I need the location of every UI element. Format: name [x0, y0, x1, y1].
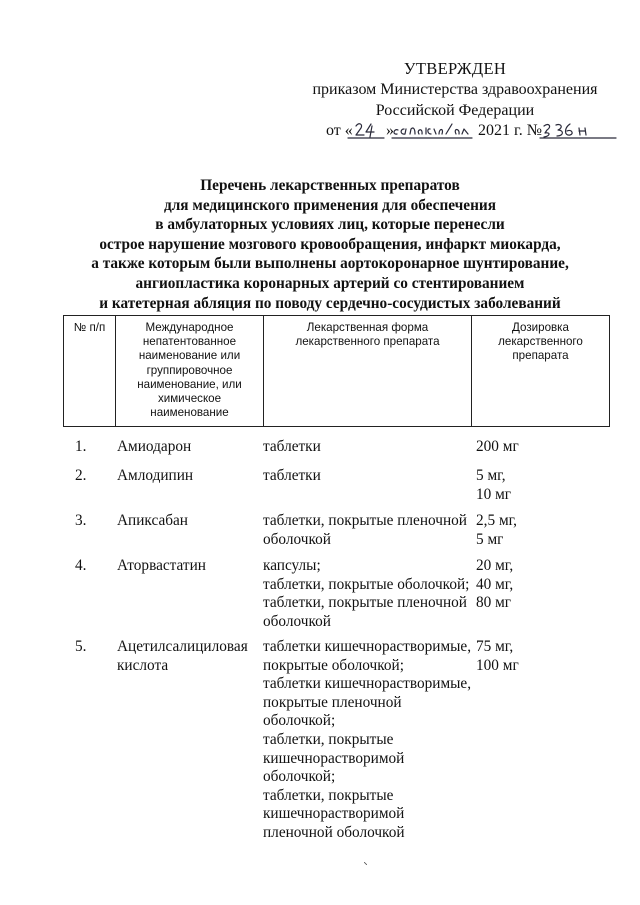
drug-name: Амиодарон	[117, 438, 192, 455]
dosage: 75 мг, 100 мг	[476, 638, 519, 674]
drug-name: Апиксабан	[117, 512, 188, 529]
date-quote-close: »	[386, 122, 394, 139]
header-dosage: Дозировка лекарственного препарата	[471, 316, 609, 426]
title-line: а также которым были выполнены аортокоронарное шунтирование,	[91, 255, 569, 273]
dosage-form: капсулы; таблетки, покрытые оболочкой; таблетки, покрытые пленочной оболочкой	[263, 557, 470, 630]
drug-name: Амлодипин	[117, 467, 194, 484]
dosage: 5 мг, 10 мг	[476, 467, 512, 503]
handwriting-overlay	[326, 116, 626, 150]
document-title	[60, 176, 600, 313]
dosage-form: таблетки кишечнорастворимые, покрытые оболочкой; таблетки кишечнорастворимые, покрытые пленочной оболочкой; таблетки, покрытые кишечнорастворимой оболочкой; таблетки, покрытые кишечнорастворимой пленочной оболочкой	[263, 638, 472, 841]
title-line: ангиопластика коронарных артерий со стентированием	[135, 274, 525, 292]
drug-name: Ацетилсалициловая кислота	[117, 638, 248, 674]
row-number: 5.	[75, 638, 87, 655]
dosage-form: таблетки	[263, 467, 321, 484]
row-number: 2.	[75, 467, 87, 484]
header-dosage-form: Лекарственная форма лекарственного препарата	[263, 316, 471, 426]
title-line: и катетерная абляция по поводу сердечно-сосудистых заболеваний	[99, 294, 561, 312]
dosage: 20 мг, 40 мг, 80 мг	[476, 557, 514, 612]
approval-title: УТВЕРЖДЕН	[403, 59, 507, 78]
dosage-form: таблетки, покрытые пленочной оболочкой	[263, 512, 467, 548]
title-line: в амбулаторных условиях лиц, которые перенесли	[155, 216, 505, 234]
row-number: 4.	[75, 557, 87, 574]
date-prefix: от «	[326, 122, 353, 139]
approval-block	[290, 58, 620, 121]
dosage: 2,5 мг, 5 мг	[476, 512, 517, 548]
approval-country-line: Российской Федерации	[375, 102, 535, 119]
dosage-form: таблетки	[263, 438, 321, 455]
approval-order-line: приказом Министерства здравоохранения	[312, 81, 598, 98]
title-line: острое нарушение мозгового кровообращения, инфаркт миокарда,	[99, 235, 561, 253]
dosage: 200 мг	[476, 438, 519, 455]
drug-name: Аторвастатин	[117, 557, 206, 574]
year-and-number-sign: 2021 г. №	[478, 122, 543, 139]
title-line: для медицинского применения для обеспечения	[163, 196, 496, 214]
row-number: 1.	[75, 438, 87, 455]
header-drug-name: Международное непатентованное наименование или группировочное наименование, или химическое наименование	[115, 316, 263, 426]
header-number: № п/п	[73, 321, 106, 334]
title-line: Перечень лекарственных препаратов	[200, 177, 460, 194]
row-number: 3.	[75, 512, 87, 529]
table-header	[63, 315, 610, 427]
scan-speck	[364, 862, 367, 865]
